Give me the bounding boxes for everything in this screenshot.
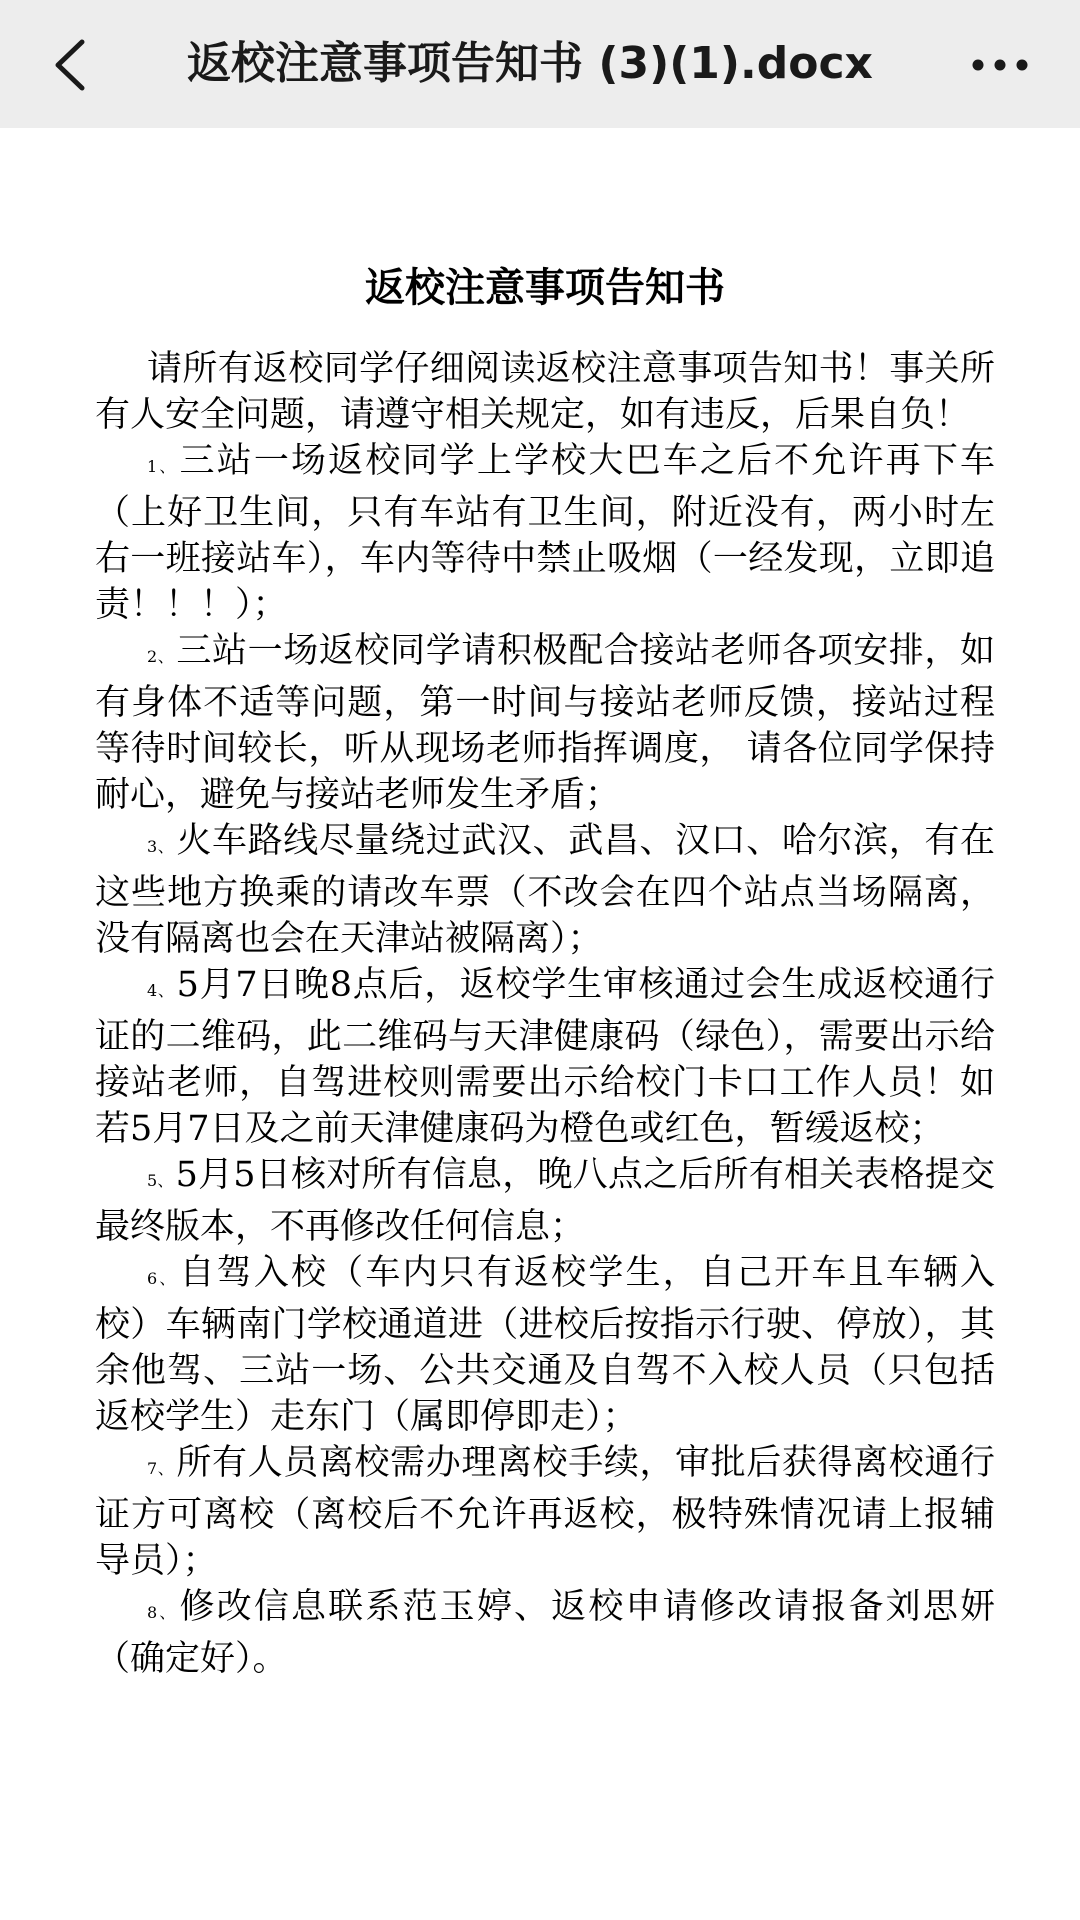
notice-item-number: 1、 xyxy=(147,457,178,476)
notice-item xyxy=(95,1152,995,1250)
notice-item-number: 7、 xyxy=(147,1459,175,1478)
document-title: 返校注意事项告知书 (3)(1).docx xyxy=(187,38,873,89)
notice-item xyxy=(95,962,995,1152)
notice-item-text: 三站一场返校同学请积极配合接站老师各项安排，如有身体不适等问题，第一时间与接站老师反馈，接站过程等待时间较长，听从现场老师指挥调度， 请各位同学保持耐心，避免与接站老师发生矛盾； xyxy=(95,631,995,815)
notice-item-text: 5月5日核对所有信息，晚八点之后所有相关表格提交最终版本，不再修改任何信息； xyxy=(95,1155,995,1247)
intro-paragraph: 请所有返校同学仔细阅读返校注意事项告知书！事关所有人安全问题，请遵守相关规定，如有违反，后果自负！ xyxy=(95,349,995,435)
notice-item xyxy=(95,438,995,628)
notice-item xyxy=(95,628,995,818)
notice-item-number: 8、 xyxy=(147,1603,178,1622)
notice-item-text: 火车路线尽量绕过武汉、武昌、汉口、哈尔滨，有在这些地方换乘的请改车票（不改会在四个站点当场隔离，没有隔离也会在天津站被隔离）； xyxy=(95,821,995,959)
notice-item xyxy=(95,818,995,962)
notice-list xyxy=(95,438,995,1682)
notice-item-text: 5月7日晚8点后，返校学生审核通过会生成返校通行证的二维码，此二维码与天津健康码（绿色），需要出示给接站老师，自驾进校则需要出示给校门卡口工作人员！如若5月7日及之前天津健康码为橙色或红色，暂缓返校； xyxy=(95,965,995,1149)
notice-item-number: 3、 xyxy=(147,837,175,856)
chevron-left-icon xyxy=(38,30,108,100)
notice-item-number: 2、 xyxy=(147,647,175,666)
document-body xyxy=(95,258,995,1682)
more-button[interactable] xyxy=(960,35,1040,95)
back-button[interactable] xyxy=(38,30,108,100)
document-heading: 返校注意事项告知书 xyxy=(365,265,725,311)
notice-item xyxy=(95,1250,995,1440)
notice-item-number: 6、 xyxy=(147,1269,178,1288)
notice-item-text: 修改信息联系范玉婷、返校申请修改请报备刘思妍（确定好）。 xyxy=(95,1587,995,1679)
notice-item-number: 4、 xyxy=(147,981,175,1000)
top-bar xyxy=(0,0,1080,128)
notice-item-text: 三站一场返校同学上学校大巴车之后不允许再下车（上好卫生间，只有车站有卫生间，附近没有，两小时左右一班接站车），车内等待中禁止吸烟（一经发现，立即追责！！！）； xyxy=(95,441,995,625)
notice-item-number: 5、 xyxy=(147,1171,174,1190)
notice-item xyxy=(95,1584,995,1682)
notice-item-text: 所有人员离校需办理离校手续，审批后获得离校通行证方可离校（离校后不允许再返校，极特殊情况请上报辅导员）； xyxy=(95,1443,995,1581)
notice-item xyxy=(95,1440,995,1584)
more-dots-icon xyxy=(960,35,1040,95)
notice-item-text: 自驾入校（车内只有返校学生，自己开车且车辆入校）车辆南门学校通道进（进校后按指示行驶、停放），其余他驾、三站一场、公共交通及自驾不入校人员（只包括返校学生）走东门（属即停即走）； xyxy=(95,1253,995,1437)
